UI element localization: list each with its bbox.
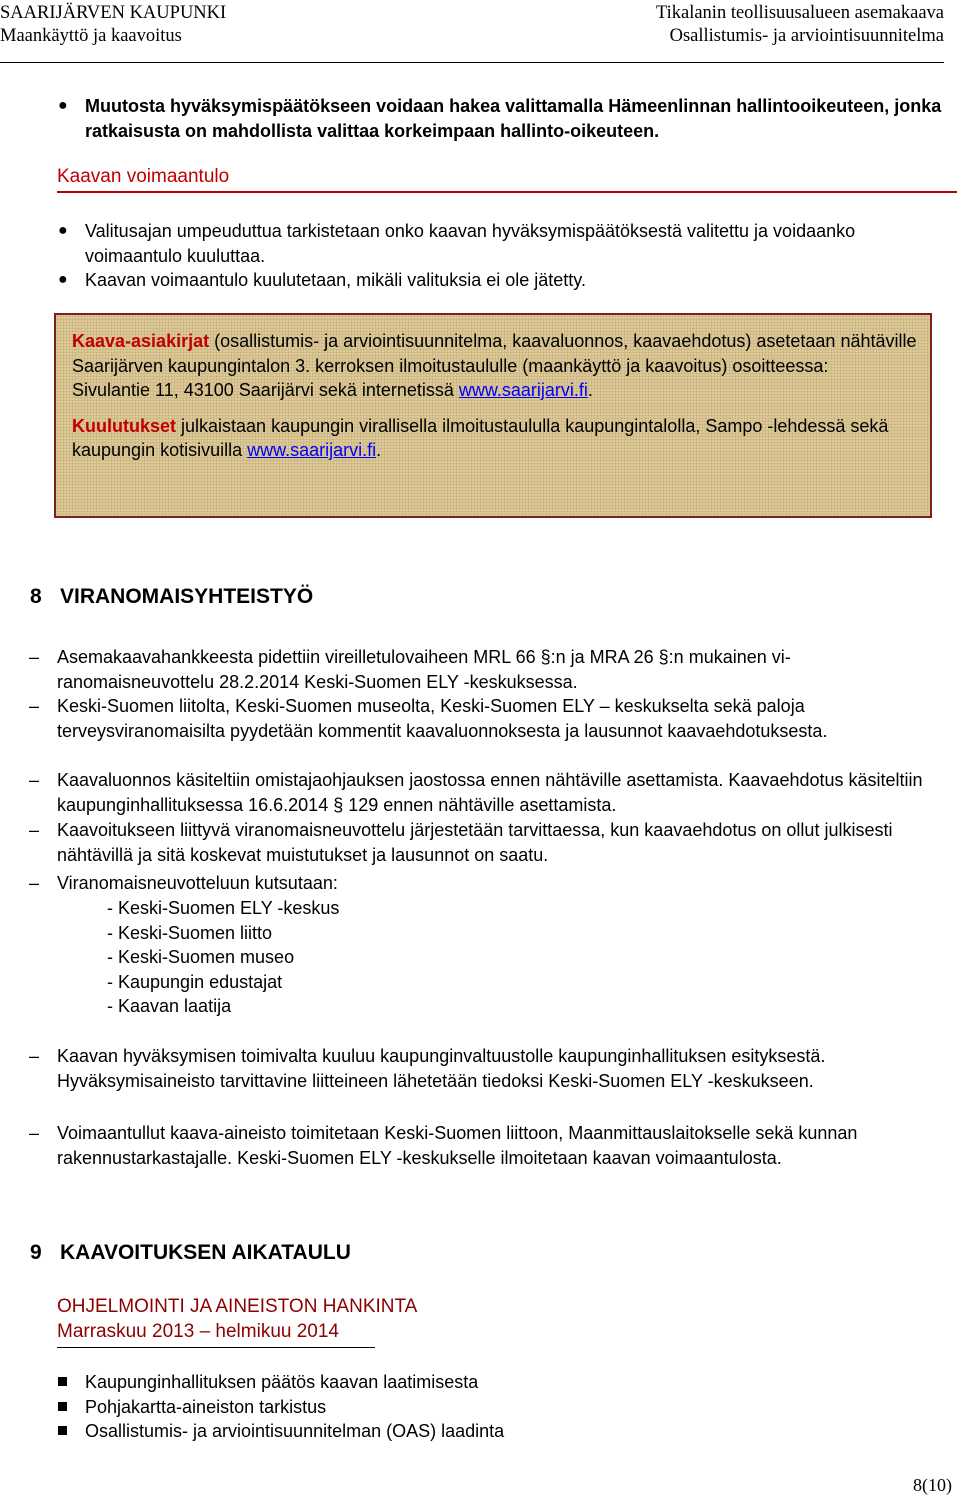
square-bullet-icon bbox=[58, 1402, 67, 1411]
invitee-item: - Keski-Suomen liitto bbox=[107, 922, 273, 943]
page-number: 8(10) bbox=[913, 1475, 952, 1495]
voimaantulo-heading: Kaavan voimaantulo bbox=[57, 166, 957, 188]
invitee-item: - Keski-Suomen museo bbox=[107, 947, 295, 967]
authority-item-2: – Keski-Suomen liitolta, Keski-Suomen museolta, Keski-Suomen ELY – keskukselta sekä paloja terveysviranomaisilta pyydetään kommentit kaavaluonnoksesta ja lausunnot kaavaehdotuksesta. bbox=[29, 696, 828, 741]
bullet-dot-icon: ● bbox=[58, 222, 68, 239]
task-item-3: Osallistumis- ja arviointisuunnitelman (OAS) laadinta bbox=[85, 1419, 943, 1444]
square-bullet-icon bbox=[58, 1426, 67, 1435]
phase-title: OHJELMOINTI JA AINEISTON HANKINTA bbox=[57, 1296, 418, 1317]
section-9-heading: 9 KAAVOITUKSEN AIKATAULU bbox=[30, 1241, 351, 1264]
voimaantulo-bullet-1: ● Valitusajan umpeuduttua tarkistetaan onko kaavan hyväksymispäätöksestä valitettu ja voidaanko voimaantulo kuuluttaa. bbox=[58, 221, 856, 266]
task-item-1: Kaupunginhallituksen päätös kaavan laatimisesta bbox=[85, 1370, 943, 1395]
appeal-bullet: ● Muutosta hyväksymispäätökseen voidaan hakea valittamalla Hämeenlinnan hallintooikeuteen, jonka ratkaisusta on mahdollista valittaa korkeimpaan hallinto-oikeuteen. bbox=[58, 96, 942, 141]
header-org: SAARIJÄRVEN KAUPUNKI bbox=[0, 3, 227, 23]
square-bullet-icon bbox=[58, 1377, 67, 1386]
dash-icon: – bbox=[29, 1046, 40, 1066]
invitee-list bbox=[107, 896, 707, 1019]
bullet-dot-icon: ● bbox=[58, 97, 68, 114]
authority-item-7: – Voimaantullut kaava-aineisto toimitetaan Keski-Suomen liittoon, Maanmittauslaitokselle sekä kunnan rakennustarkastajalle. Keski-Suomen ELY -keskukselle ilmoitetaan kaavan voimaantulosta. bbox=[29, 1123, 858, 1168]
dash-icon: – bbox=[29, 770, 40, 790]
header-dept: Maankäyttö ja kaavoitus bbox=[0, 26, 182, 46]
dash-icon: – bbox=[29, 873, 40, 893]
website-link[interactable]: www.saarijarvi.fi bbox=[247, 440, 377, 460]
website-link[interactable]: www.saarijarvi.fi bbox=[458, 380, 588, 400]
section-8-heading: 8 VIRANOMAISYHTEISTYÖ bbox=[30, 585, 314, 608]
dash-icon: – bbox=[29, 820, 40, 840]
dash-icon: – bbox=[29, 696, 40, 716]
authority-item-1: – Asemakaavahankkeesta pidettiin vireilletulovaiheen MRL 66 §:n ja MRA 26 §:n mukainen viranomaisneuvottelu 28.2.2014 Keski-Suomen ELY -keskuksessa. bbox=[29, 647, 791, 692]
dash-icon: – bbox=[29, 647, 40, 667]
info-paragraph-documents: Kaava-asiakirjat (osallistumis- ja arviointisuunnitelma, kaavaluonnos, kaavaehdotus) asetetaan nähtäville Saarijärven kaupungintalon 3. kerroksen ilmoitustaululle (maankäyttö ja kaavoitus) osoitteessa: Sivulantie 11, 43100 Saarijärvi sekä internetissä www.saarijarvi.fi. bbox=[72, 331, 917, 400]
authority-item-5: – Viranomaisneuvotteluun kutsutaan: bbox=[57, 871, 935, 896]
voimaantulo-bullet-2: ● Kaavan voimaantulo kuulutetaan, mikäli valituksia ei ole jätetty. bbox=[85, 268, 943, 293]
info-box bbox=[54, 313, 932, 518]
info-paragraph-announcements: Kuulutukset julkaistaan kaupungin virallisella ilmoitustaululla kaupungintalolla, Sampo -lehdessä sekä kaupungin kotisivuilla www.saarijarvi.fi. bbox=[72, 415, 889, 460]
invitee-item: - Kaavan laatija bbox=[107, 996, 232, 1016]
task-item-2: Pohjakartta-aineiston tarkistus bbox=[85, 1395, 943, 1420]
invitee-item: - Kaupungin edustajat bbox=[107, 971, 283, 992]
phase-dates: Marraskuu 2013 – helmikuu 2014 bbox=[57, 1321, 339, 1343]
header-rule bbox=[0, 62, 944, 63]
page-header bbox=[0, 0, 944, 66]
phase-underline bbox=[57, 1347, 375, 1348]
bullet-dot-icon: ● bbox=[58, 271, 68, 288]
authority-item-6: – Kaavan hyväksymisen toimivalta kuuluu kaupunginvaltuustolle kaupunginhallituksen esityksestä. Hyväksymisaineisto tarvittavine liitteineen lähetetään tiedoksi Keski-Suomen ELY -keskukseen. bbox=[29, 1046, 826, 1091]
authority-item-3: – Kaavaluonnos käsiteltiin omistajaohjauksen jaostossa ennen nähtäville asettamista. Kaavaehdotus käsiteltiin kaupunginhallituksessa 16.6.2014 § 129 ennen nähtäville asettamista. bbox=[29, 770, 923, 815]
authority-item-4: – Kaavoitukseen liittyvä viranomaisneuvottelu järjestetään tarvittaessa, kun kaavaehdotus on ollut julkisesti nähtävillä ja sitä koskevat muistutukset ja lausunnot on saatu. bbox=[29, 820, 893, 865]
heading-underline bbox=[57, 191, 957, 193]
invitee-item: - Keski-Suomen ELY -keskus bbox=[107, 898, 340, 918]
header-project: Tikalanin teollisuusalueen asemakaava bbox=[655, 3, 944, 23]
header-doc: Osallistumis- ja arviointisuunnitelma bbox=[669, 26, 944, 46]
dash-icon: – bbox=[29, 1123, 40, 1143]
